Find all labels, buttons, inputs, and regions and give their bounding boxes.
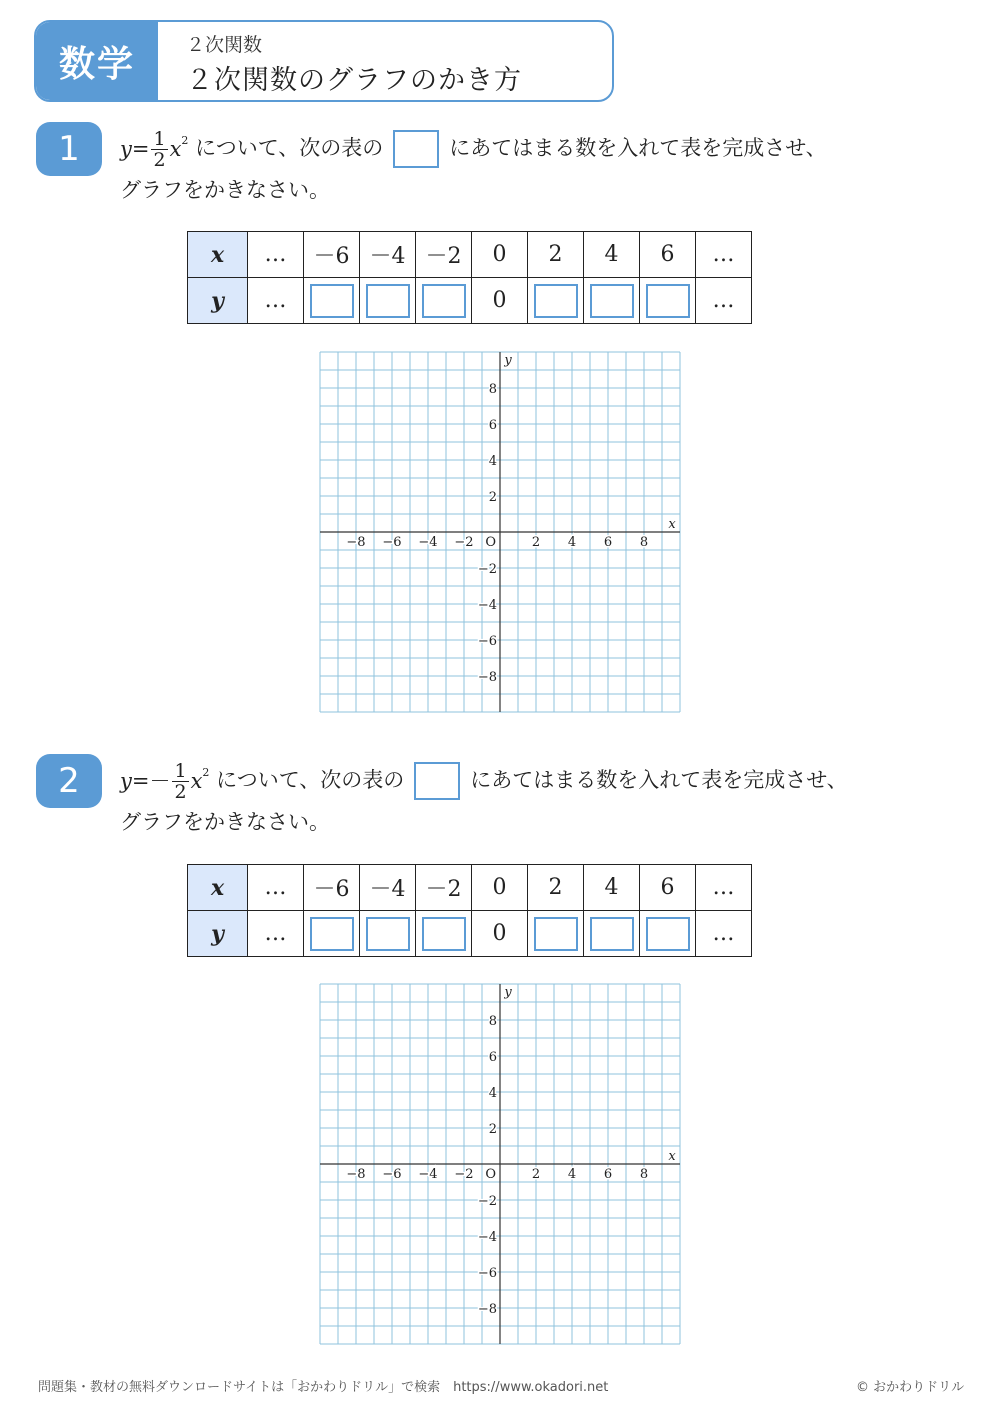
y-header: y bbox=[188, 278, 248, 324]
y-answer-cell[interactable] bbox=[416, 911, 472, 957]
y-cell: … bbox=[696, 911, 752, 957]
formula-fraction bbox=[172, 761, 188, 802]
x-cell: 6 bbox=[640, 865, 696, 911]
fraction-numerator: 1 bbox=[174, 759, 187, 782]
coordinate-grid-1 bbox=[318, 350, 682, 714]
answer-box[interactable] bbox=[534, 284, 578, 318]
table-row-x bbox=[188, 232, 752, 278]
fraction-numerator: 1 bbox=[153, 127, 166, 150]
answer-box[interactable] bbox=[646, 284, 690, 318]
page-title: ２次関数のグラフのかき方 bbox=[186, 65, 522, 96]
y-tick-label: −4 bbox=[477, 598, 497, 613]
y-answer-cell[interactable] bbox=[304, 911, 360, 957]
x-cell: 2 bbox=[528, 232, 584, 278]
x-tick-label: −2 bbox=[454, 535, 474, 550]
x-axis-label: x bbox=[668, 1149, 676, 1164]
y-tick-label: −6 bbox=[477, 634, 497, 649]
question-number-1: 1 bbox=[36, 122, 102, 176]
x-cell: … bbox=[696, 232, 752, 278]
table-row-y bbox=[188, 278, 752, 324]
answer-box[interactable] bbox=[366, 284, 410, 318]
y-tick-label: 4 bbox=[488, 454, 497, 469]
formula-var: x bbox=[190, 769, 203, 793]
footer-copyright: © おかわりドリル bbox=[856, 1380, 965, 1395]
value-table-1 bbox=[187, 231, 752, 324]
formula-exponent: 2 bbox=[202, 766, 210, 779]
x-tick-label: −8 bbox=[346, 1167, 366, 1182]
x-cell: －6 bbox=[304, 865, 360, 911]
x-cell: 4 bbox=[584, 232, 640, 278]
instruction-after: にあてはまる数を入れて表を完成させ、 bbox=[449, 136, 827, 160]
x-cell: 2 bbox=[528, 865, 584, 911]
answer-box[interactable] bbox=[310, 917, 354, 951]
table-row-x bbox=[188, 865, 752, 911]
y-header: y bbox=[188, 911, 248, 957]
formula-sign: － bbox=[149, 769, 171, 793]
x-tick-label: 4 bbox=[567, 535, 577, 550]
x-cell: … bbox=[696, 865, 752, 911]
y-answer-cell[interactable] bbox=[360, 911, 416, 957]
y-answer-cell[interactable] bbox=[584, 278, 640, 324]
x-cell: 0 bbox=[472, 232, 528, 278]
instruction-line2: グラフをかきなさい。 bbox=[120, 177, 330, 202]
answer-box[interactable] bbox=[310, 284, 354, 318]
x-header: x bbox=[188, 232, 248, 278]
blank-box-sample bbox=[393, 130, 439, 168]
x-cell: －2 bbox=[416, 232, 472, 278]
x-cell: … bbox=[248, 865, 304, 911]
y-answer-cell[interactable] bbox=[304, 278, 360, 324]
y-cell: 0 bbox=[472, 278, 528, 324]
x-cell: －4 bbox=[360, 232, 416, 278]
x-tick-label: −6 bbox=[382, 535, 402, 550]
formula-2 bbox=[120, 761, 209, 802]
y-answer-cell[interactable] bbox=[584, 911, 640, 957]
y-answer-cell[interactable] bbox=[528, 278, 584, 324]
formula-fraction bbox=[151, 129, 167, 170]
y-tick-label: 4 bbox=[488, 1086, 497, 1101]
x-cell: … bbox=[248, 232, 304, 278]
y-tick-label: −2 bbox=[477, 562, 497, 577]
instruction-before: について、次の表の bbox=[195, 136, 384, 160]
answer-box[interactable] bbox=[646, 917, 690, 951]
answer-box[interactable] bbox=[590, 917, 634, 951]
instruction-before: について、次の表の bbox=[216, 768, 405, 792]
y-tick-label: 8 bbox=[488, 1014, 497, 1029]
y-cell: … bbox=[248, 911, 304, 957]
origin-label: O bbox=[485, 1167, 496, 1182]
x-cell: 0 bbox=[472, 865, 528, 911]
formula-var: x bbox=[169, 137, 182, 161]
subject-label: 数学 bbox=[36, 22, 158, 100]
question-text-1 bbox=[120, 128, 980, 210]
answer-box[interactable] bbox=[534, 917, 578, 951]
x-cell: －2 bbox=[416, 865, 472, 911]
y-axis-label: y bbox=[504, 353, 512, 368]
formula-1 bbox=[120, 129, 188, 170]
formula-eq: = bbox=[131, 137, 150, 161]
y-tick-label: −8 bbox=[477, 670, 497, 685]
x-tick-label: −6 bbox=[382, 1167, 402, 1182]
x-tick-label: 2 bbox=[531, 1167, 541, 1182]
x-header: x bbox=[188, 865, 248, 911]
formula-lhs: y bbox=[120, 769, 132, 793]
y-answer-cell[interactable] bbox=[528, 911, 584, 957]
y-tick-label: −4 bbox=[477, 1230, 497, 1245]
answer-box[interactable] bbox=[366, 917, 410, 951]
y-tick-label: −2 bbox=[477, 1194, 497, 1209]
header-box bbox=[34, 20, 614, 102]
y-answer-cell[interactable] bbox=[640, 278, 696, 324]
x-tick-label: 6 bbox=[603, 535, 613, 550]
y-tick-label: −8 bbox=[477, 1302, 497, 1317]
instruction-line2: グラフをかきなさい。 bbox=[120, 809, 330, 834]
y-answer-cell[interactable] bbox=[416, 278, 472, 324]
x-tick-label: −4 bbox=[418, 1167, 438, 1182]
y-answer-cell[interactable] bbox=[360, 278, 416, 324]
y-tick-label: 8 bbox=[488, 382, 497, 397]
formula-eq: = bbox=[131, 769, 150, 793]
y-tick-label: 2 bbox=[488, 490, 497, 505]
x-axis-label: x bbox=[668, 517, 676, 532]
coordinate-grid-2 bbox=[318, 982, 682, 1346]
answer-box[interactable] bbox=[422, 284, 466, 318]
unit-label: ２次関数 bbox=[186, 34, 263, 56]
y-cell: 0 bbox=[472, 911, 528, 957]
y-tick-label: 6 bbox=[488, 418, 497, 433]
x-tick-label: 8 bbox=[639, 535, 649, 550]
x-cell: 6 bbox=[640, 232, 696, 278]
x-cell: －6 bbox=[304, 232, 360, 278]
y-cell: … bbox=[248, 278, 304, 324]
x-tick-label: 4 bbox=[567, 1167, 577, 1182]
question-number-2: 2 bbox=[36, 754, 102, 808]
x-cell: 4 bbox=[584, 865, 640, 911]
x-tick-label: 6 bbox=[603, 1167, 613, 1182]
question-text-2 bbox=[120, 760, 980, 842]
x-tick-label: −8 bbox=[346, 535, 366, 550]
y-cell: … bbox=[696, 278, 752, 324]
x-cell: －4 bbox=[360, 865, 416, 911]
fraction-denominator: 2 bbox=[153, 148, 166, 171]
value-table-2 bbox=[187, 864, 752, 957]
footer-site-info: 問題集・教材の無料ダウンロードサイトは「おかわりドリル」で検索 https://www.okadori.net bbox=[38, 1380, 609, 1395]
instruction-after: にあてはまる数を入れて表を完成させ、 bbox=[470, 768, 848, 792]
blank-box-sample bbox=[414, 762, 460, 800]
y-tick-label: 2 bbox=[488, 1122, 497, 1137]
x-tick-label: 8 bbox=[639, 1167, 649, 1182]
y-tick-label: −6 bbox=[477, 1266, 497, 1281]
formula-exponent: 2 bbox=[181, 134, 189, 147]
answer-box[interactable] bbox=[422, 917, 466, 951]
origin-label: O bbox=[485, 535, 496, 550]
formula-lhs: y bbox=[120, 137, 132, 161]
y-axis-label: y bbox=[504, 985, 512, 1000]
x-tick-label: 2 bbox=[531, 535, 541, 550]
table-row-y bbox=[188, 911, 752, 957]
x-tick-label: −4 bbox=[418, 535, 438, 550]
answer-box[interactable] bbox=[590, 284, 634, 318]
y-answer-cell[interactable] bbox=[640, 911, 696, 957]
y-tick-label: 6 bbox=[488, 1050, 497, 1065]
x-tick-label: −2 bbox=[454, 1167, 474, 1182]
fraction-denominator: 2 bbox=[174, 780, 187, 803]
